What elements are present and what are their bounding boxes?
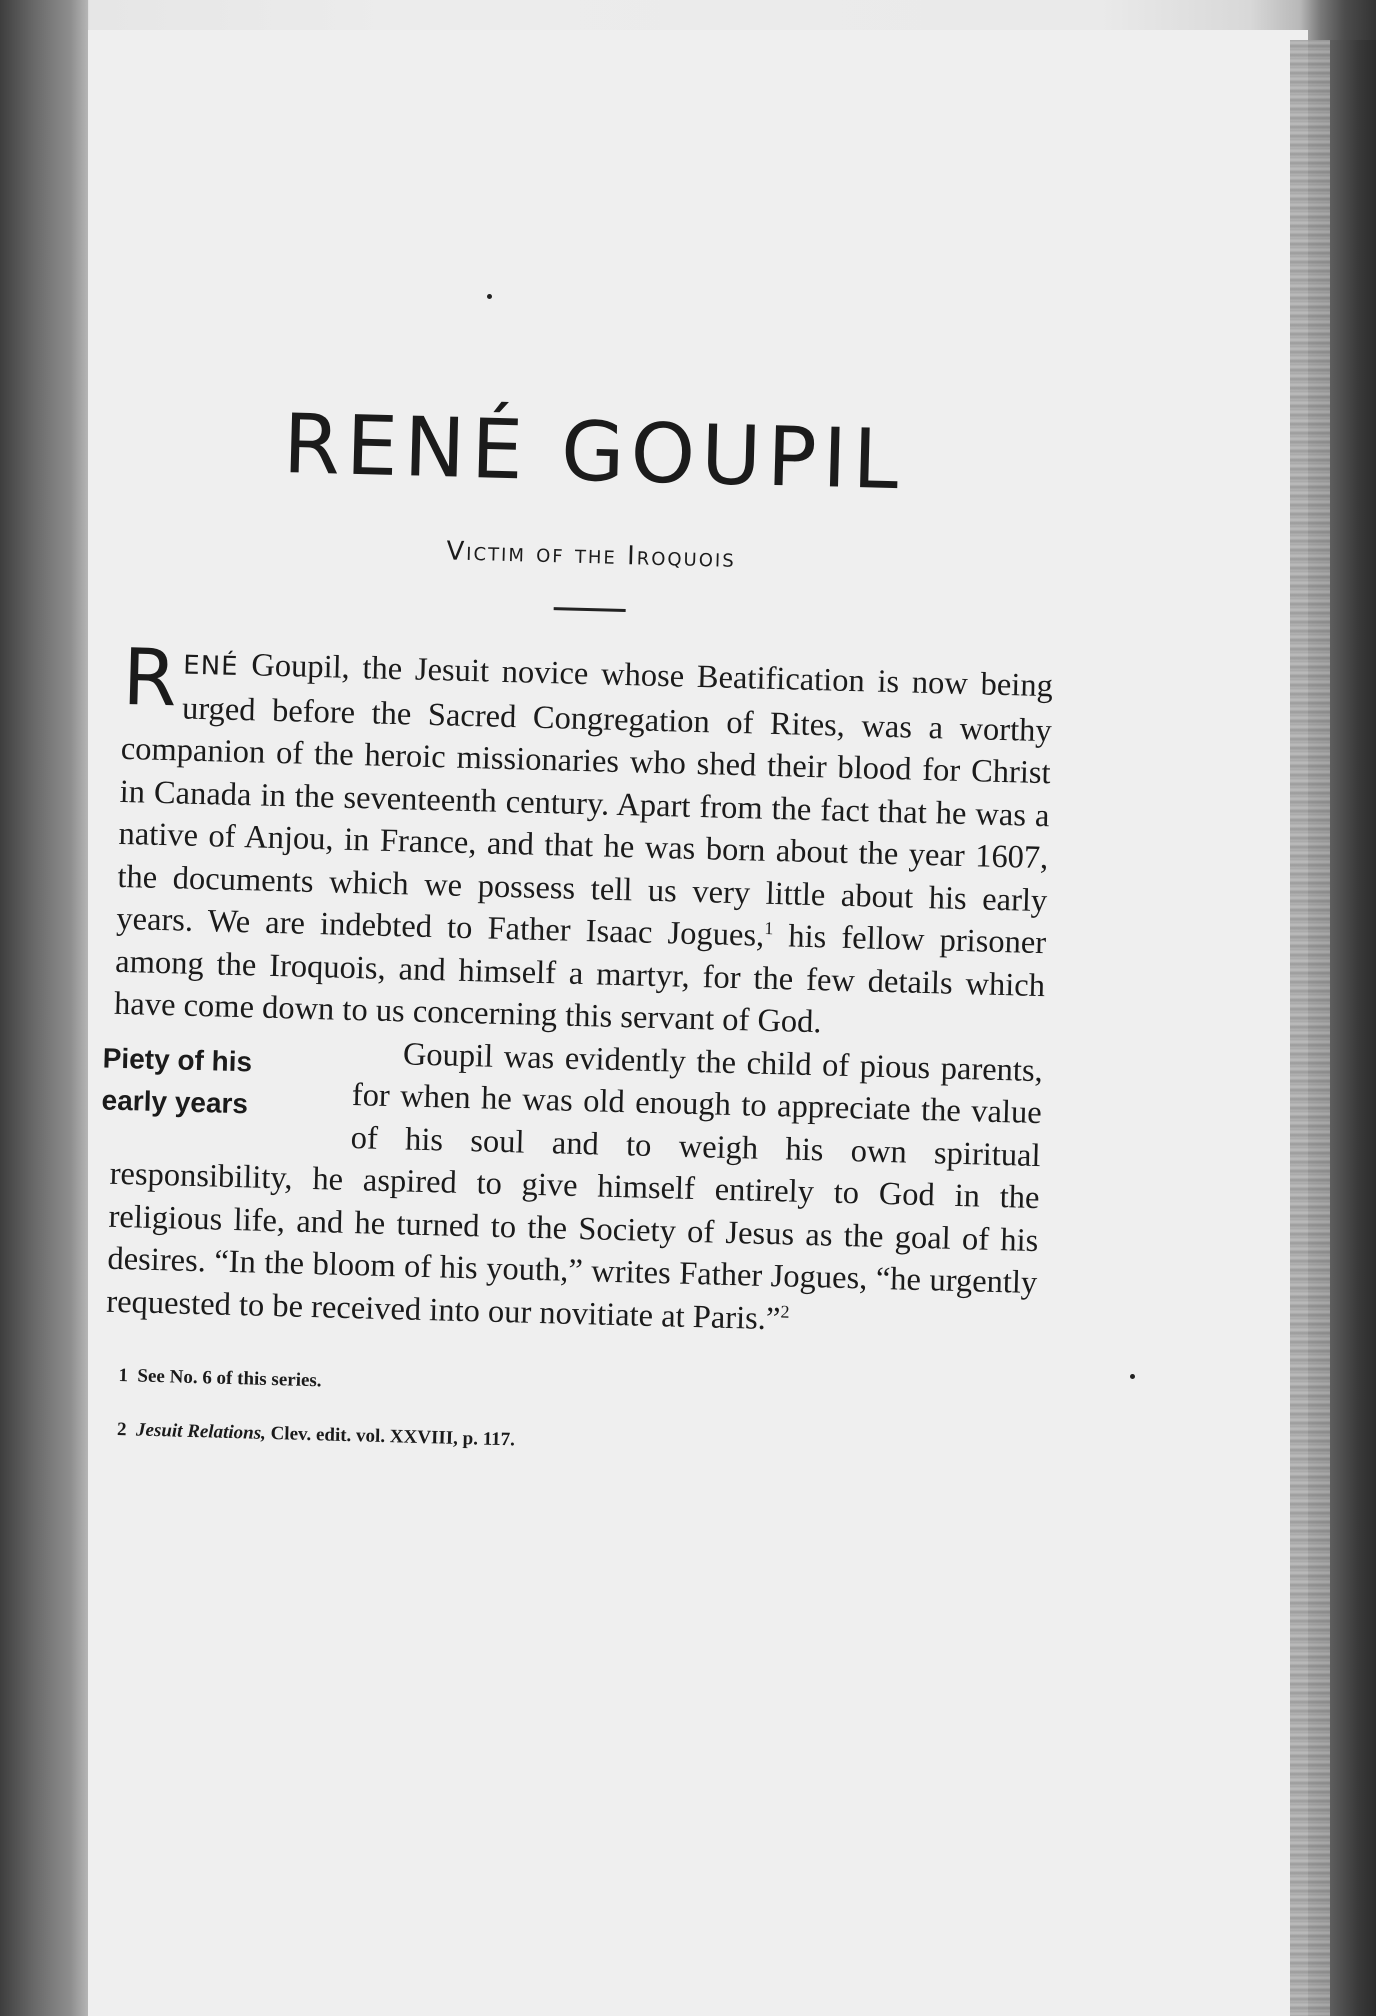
chapter-title: RENÉ GOUPIL: [281, 397, 906, 509]
footnote-2: [117, 1417, 1033, 1467]
footnote-ref-1: 1: [764, 917, 774, 939]
paragraph-2: [101, 1025, 1044, 1347]
footnote-source-title: Jesuit Relations,: [135, 1419, 267, 1444]
sidenote-line-1: Piety of his: [102, 1042, 253, 1077]
drop-cap: R: [121, 632, 179, 725]
footnote-number: 1: [118, 1365, 129, 1387]
ink-speck: [487, 294, 492, 299]
sidenote-line-2: early years: [101, 1084, 249, 1119]
body-text: [101, 632, 1054, 1347]
footnote-text: See No. 6 of this series.: [137, 1365, 322, 1392]
page-edges: [1290, 40, 1330, 2016]
margin-sidenote: [101, 1037, 333, 1127]
footnotes: [103, 1363, 1035, 1467]
left-binding-edge: [0, 0, 88, 2016]
ink-speck: [1130, 1374, 1135, 1379]
paragraph-1-text-cont: his fellow prisoner among the Iroquois, and himself a martyr, for the few details which have come down to us concerning this servant of God.: [113, 918, 1047, 1041]
book-cover-edge: [1330, 40, 1376, 2016]
title-divider: [554, 607, 626, 612]
footnote-text: Clev. edit. vol. XXVIII, p. 117.: [265, 1422, 516, 1451]
lead-in-small-caps: ENÉ: [182, 650, 239, 682]
page-content: [101, 397, 1060, 1495]
chapter-subtitle: Victim of the Iroquois: [446, 536, 737, 574]
paragraph-1-text: Goupil, the Jesuit novice whose Beatification is now being urged before the Sacred Congregation of Rites, was a worthy companion of the heroic missionaries who shed their blood for Christ in Canada in the seventeenth century. Apart from the fact that he was a native of Anjou, in France, and that he was born about the year 1607, the documents which we possess tell us very little about his early years. We are indebted to Father Isaac Jogues,: [115, 646, 1054, 954]
footnote-number: 2: [116, 1419, 127, 1441]
paragraph-2-text: Goupil was evidently the child of pious parents, for when he was old enough to appreciate the value of his soul and to weigh his own spiritual responsibility, he aspired to give himself entirely to God in the religious life, and he turned to the Society of Jesus as the goal of his desires. “In the bloom of his youth,” writes Father Jogues, “he urgently requested to be received into our novitiate at Paris.”: [105, 1035, 1044, 1337]
footnote-ref-2: 2: [780, 1301, 790, 1322]
footnote-1: [118, 1363, 1034, 1413]
paragraph-1: [113, 632, 1054, 1050]
